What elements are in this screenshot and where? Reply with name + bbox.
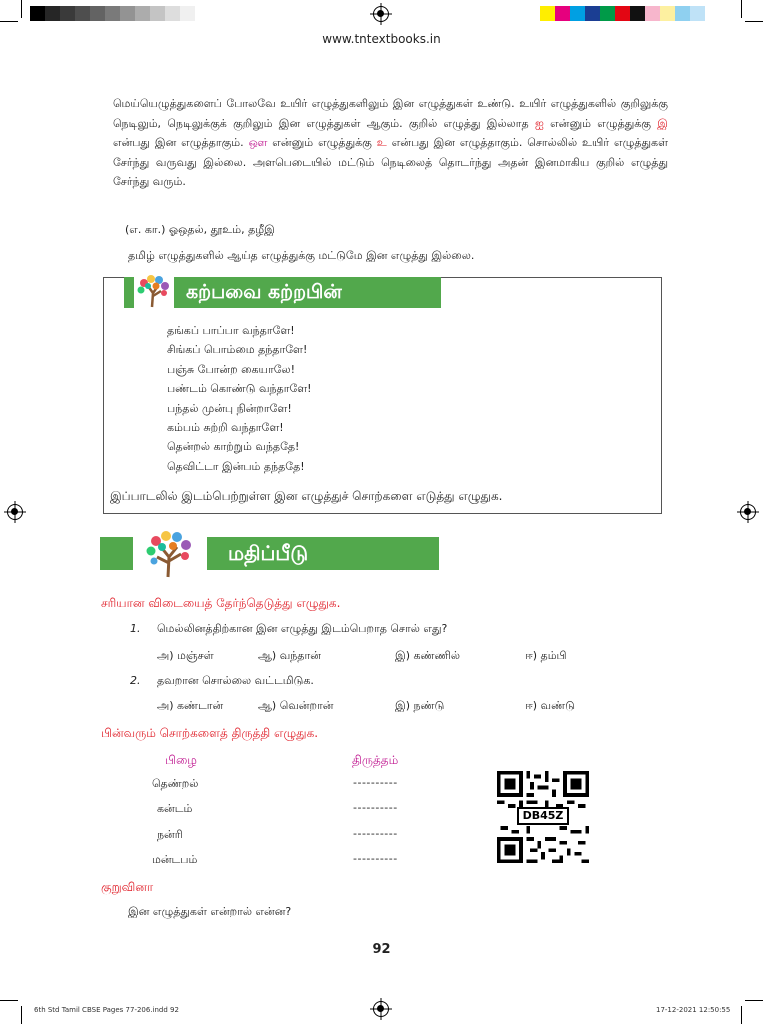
calibration-swatch (615, 6, 630, 21)
activity-title: கற்பவை கற்றபின் (186, 281, 342, 303)
calibration-swatch (135, 6, 150, 21)
calibration-swatch (195, 6, 210, 21)
poem-line: தங்கப் பாப்பா வந்தாளே! (167, 324, 295, 337)
crop-mark (0, 1000, 18, 1001)
error-word: நன்ரி (157, 828, 183, 841)
poem-line: தென்றல் காற்றும் வந்ததே! (167, 440, 300, 454)
website-header: www.tntextbooks.in (322, 32, 441, 46)
question-number: 2. (130, 674, 141, 687)
question-text: மெல்லினத்திற்கான இன எழுத்து இடம்பெறாத சொல் எது? (157, 622, 448, 635)
calibration-swatch (585, 6, 600, 21)
calibration-swatch (660, 6, 675, 21)
page-number: 92 (372, 942, 391, 957)
mcq-heading: சரியான விடையைத் தேர்ந்தெடுத்து எழுதுக. (101, 596, 341, 610)
calibration-swatch (540, 6, 555, 21)
option: அ) மஞ்சள் (157, 649, 214, 662)
calibration-swatch (690, 6, 705, 21)
registration-mark-icon (7, 504, 23, 520)
poem (167, 321, 312, 476)
error-word: தெண்றல் (152, 777, 199, 790)
calibration-swatch (570, 6, 585, 21)
activity-instruction: இப்பாடலில் இடம்பெற்றுள்ள இன எழுத்துச் சொற்களை எடுத்து எழுதுக. (110, 489, 503, 503)
answer-blank[interactable]: ---------- (353, 852, 398, 865)
option: ஈ) வண்டு (525, 699, 575, 712)
poem-line: சிங்கப் பொம்மை தந்தாளே! (167, 343, 308, 357)
letter-u: உ (376, 136, 387, 149)
question-number: 1. (130, 622, 141, 635)
short-question: இன எழுத்துகள் என்றால் என்ன? (128, 905, 292, 918)
option: ஈ) தம்பி (525, 649, 567, 662)
poem-line: தெவிட்டா இன்பம் தந்ததே! (167, 459, 305, 473)
crop-mark (745, 21, 763, 22)
calibration-swatch (150, 6, 165, 21)
calibration-swatch (675, 6, 690, 21)
option: ஆ) வந்தான் (258, 649, 321, 662)
registration-mark-icon (373, 1001, 389, 1017)
letter-au: ஔ (248, 136, 268, 149)
letter-i: இ (657, 116, 668, 130)
intro-text: என்பது இன எழுத்தாகும். (113, 136, 249, 149)
grayscale-calibration-bar (30, 6, 210, 21)
crop-mark (21, 1006, 22, 1024)
intro-text: மெய்யெழுத்துகளைப் போலவே உயிர் எழுத்துகளிலும் இன எழுத்துகள் உண்டு. உயிர் எழுத்துகளில் குறிலுக்கு நெடிலும், நெடிலுக்குக் குறிலும் இன எழுத்துகள் ஆகும். குறில் எழுத்து இல்லாத (113, 97, 668, 130)
calibration-swatch (630, 6, 645, 21)
example-line: (எ. கா.) ஓஒதல், தூஉம், தழீஇ (125, 223, 275, 236)
option: இ) நண்டு (395, 699, 445, 712)
calibration-swatch (165, 6, 180, 21)
answer-blank[interactable]: ---------- (353, 827, 398, 840)
correction-heading: பின்வரும் சொற்களைத் திருத்தி எழுதுக. (101, 726, 319, 740)
registration-mark-icon (740, 504, 756, 520)
crop-mark (0, 21, 18, 22)
short-question-heading: குறுவினா (101, 880, 154, 894)
calibration-swatch (90, 6, 105, 21)
poem-line: பஞ்சு போன்ற கையாலே! (167, 362, 296, 376)
registration-mark-icon (373, 6, 389, 22)
tree-icon (139, 527, 201, 579)
question-text: தவறான சொல்லை வட்டமிடுக. (157, 674, 314, 687)
footer-file: 6th Std Tamil CBSE Pages 77-206.indd 92 (34, 1006, 179, 1014)
calibration-swatch (645, 6, 660, 21)
answer-blank[interactable]: ---------- (353, 801, 398, 814)
column-correct: திருத்தம் (352, 753, 399, 767)
footer-date: 17-12-2021 12:50:55 (656, 1006, 731, 1014)
answer-blank[interactable]: ---------- (353, 776, 398, 789)
intro-text: என்னும் எழுத்துக்கு (267, 136, 377, 149)
calibration-swatch (555, 6, 570, 21)
intro-text: என்னும் எழுத்துக்கு (543, 116, 658, 130)
letter-ai: ஐ (534, 116, 544, 130)
calibration-swatch (75, 6, 90, 21)
qr-code-label: DB45Z (517, 807, 569, 825)
crop-mark (21, 0, 22, 18)
option: இ) கண்ணில் (395, 649, 461, 662)
color-calibration-bar (540, 6, 705, 21)
poem-line: கம்பம் சுற்றி வந்தாளே! (167, 421, 284, 435)
poem-line: பந்தல் முன்பு நின்றாளே! (167, 401, 292, 415)
calibration-swatch (180, 6, 195, 21)
calibration-swatch (60, 6, 75, 21)
poem-line: பண்டம் கொண்டு வந்தாளே! (167, 382, 312, 396)
evaluation-banner-left (100, 537, 133, 570)
option: அ) கண்டான் (157, 699, 224, 712)
calibration-swatch (105, 6, 120, 21)
evaluation-title: மதிப்பீடு (228, 541, 309, 565)
crop-mark (745, 1000, 763, 1001)
aytham-note: தமிழ் எழுத்துகளில் ஆய்த எழுத்துக்கு மட்டுமே இன எழுத்து இல்லை. (128, 249, 475, 262)
calibration-swatch (30, 6, 45, 21)
option: ஆ) வென்றான் (258, 699, 334, 712)
error-word: கன்டம் (157, 802, 193, 815)
intro-text: என்பது இன எழுத்தாகும். சொல்லில் உயிர் எழுத்துகள் சேர்ந்து வருவது இல்லை. அளபெடையில் மட்டும் நெடிலைத் தொடர்ந்து அதன் இனமாகிய குறில் எழுத்து சேர்ந்து வரும். (113, 136, 668, 188)
crop-mark (741, 1006, 742, 1024)
calibration-swatch (45, 6, 60, 21)
tree-icon (132, 271, 176, 311)
crop-mark (741, 0, 742, 18)
intro-paragraph (113, 94, 668, 192)
column-error: பிழை (165, 753, 197, 767)
error-word: மன்டபம் (152, 853, 198, 866)
calibration-swatch (600, 6, 615, 21)
calibration-swatch (120, 6, 135, 21)
